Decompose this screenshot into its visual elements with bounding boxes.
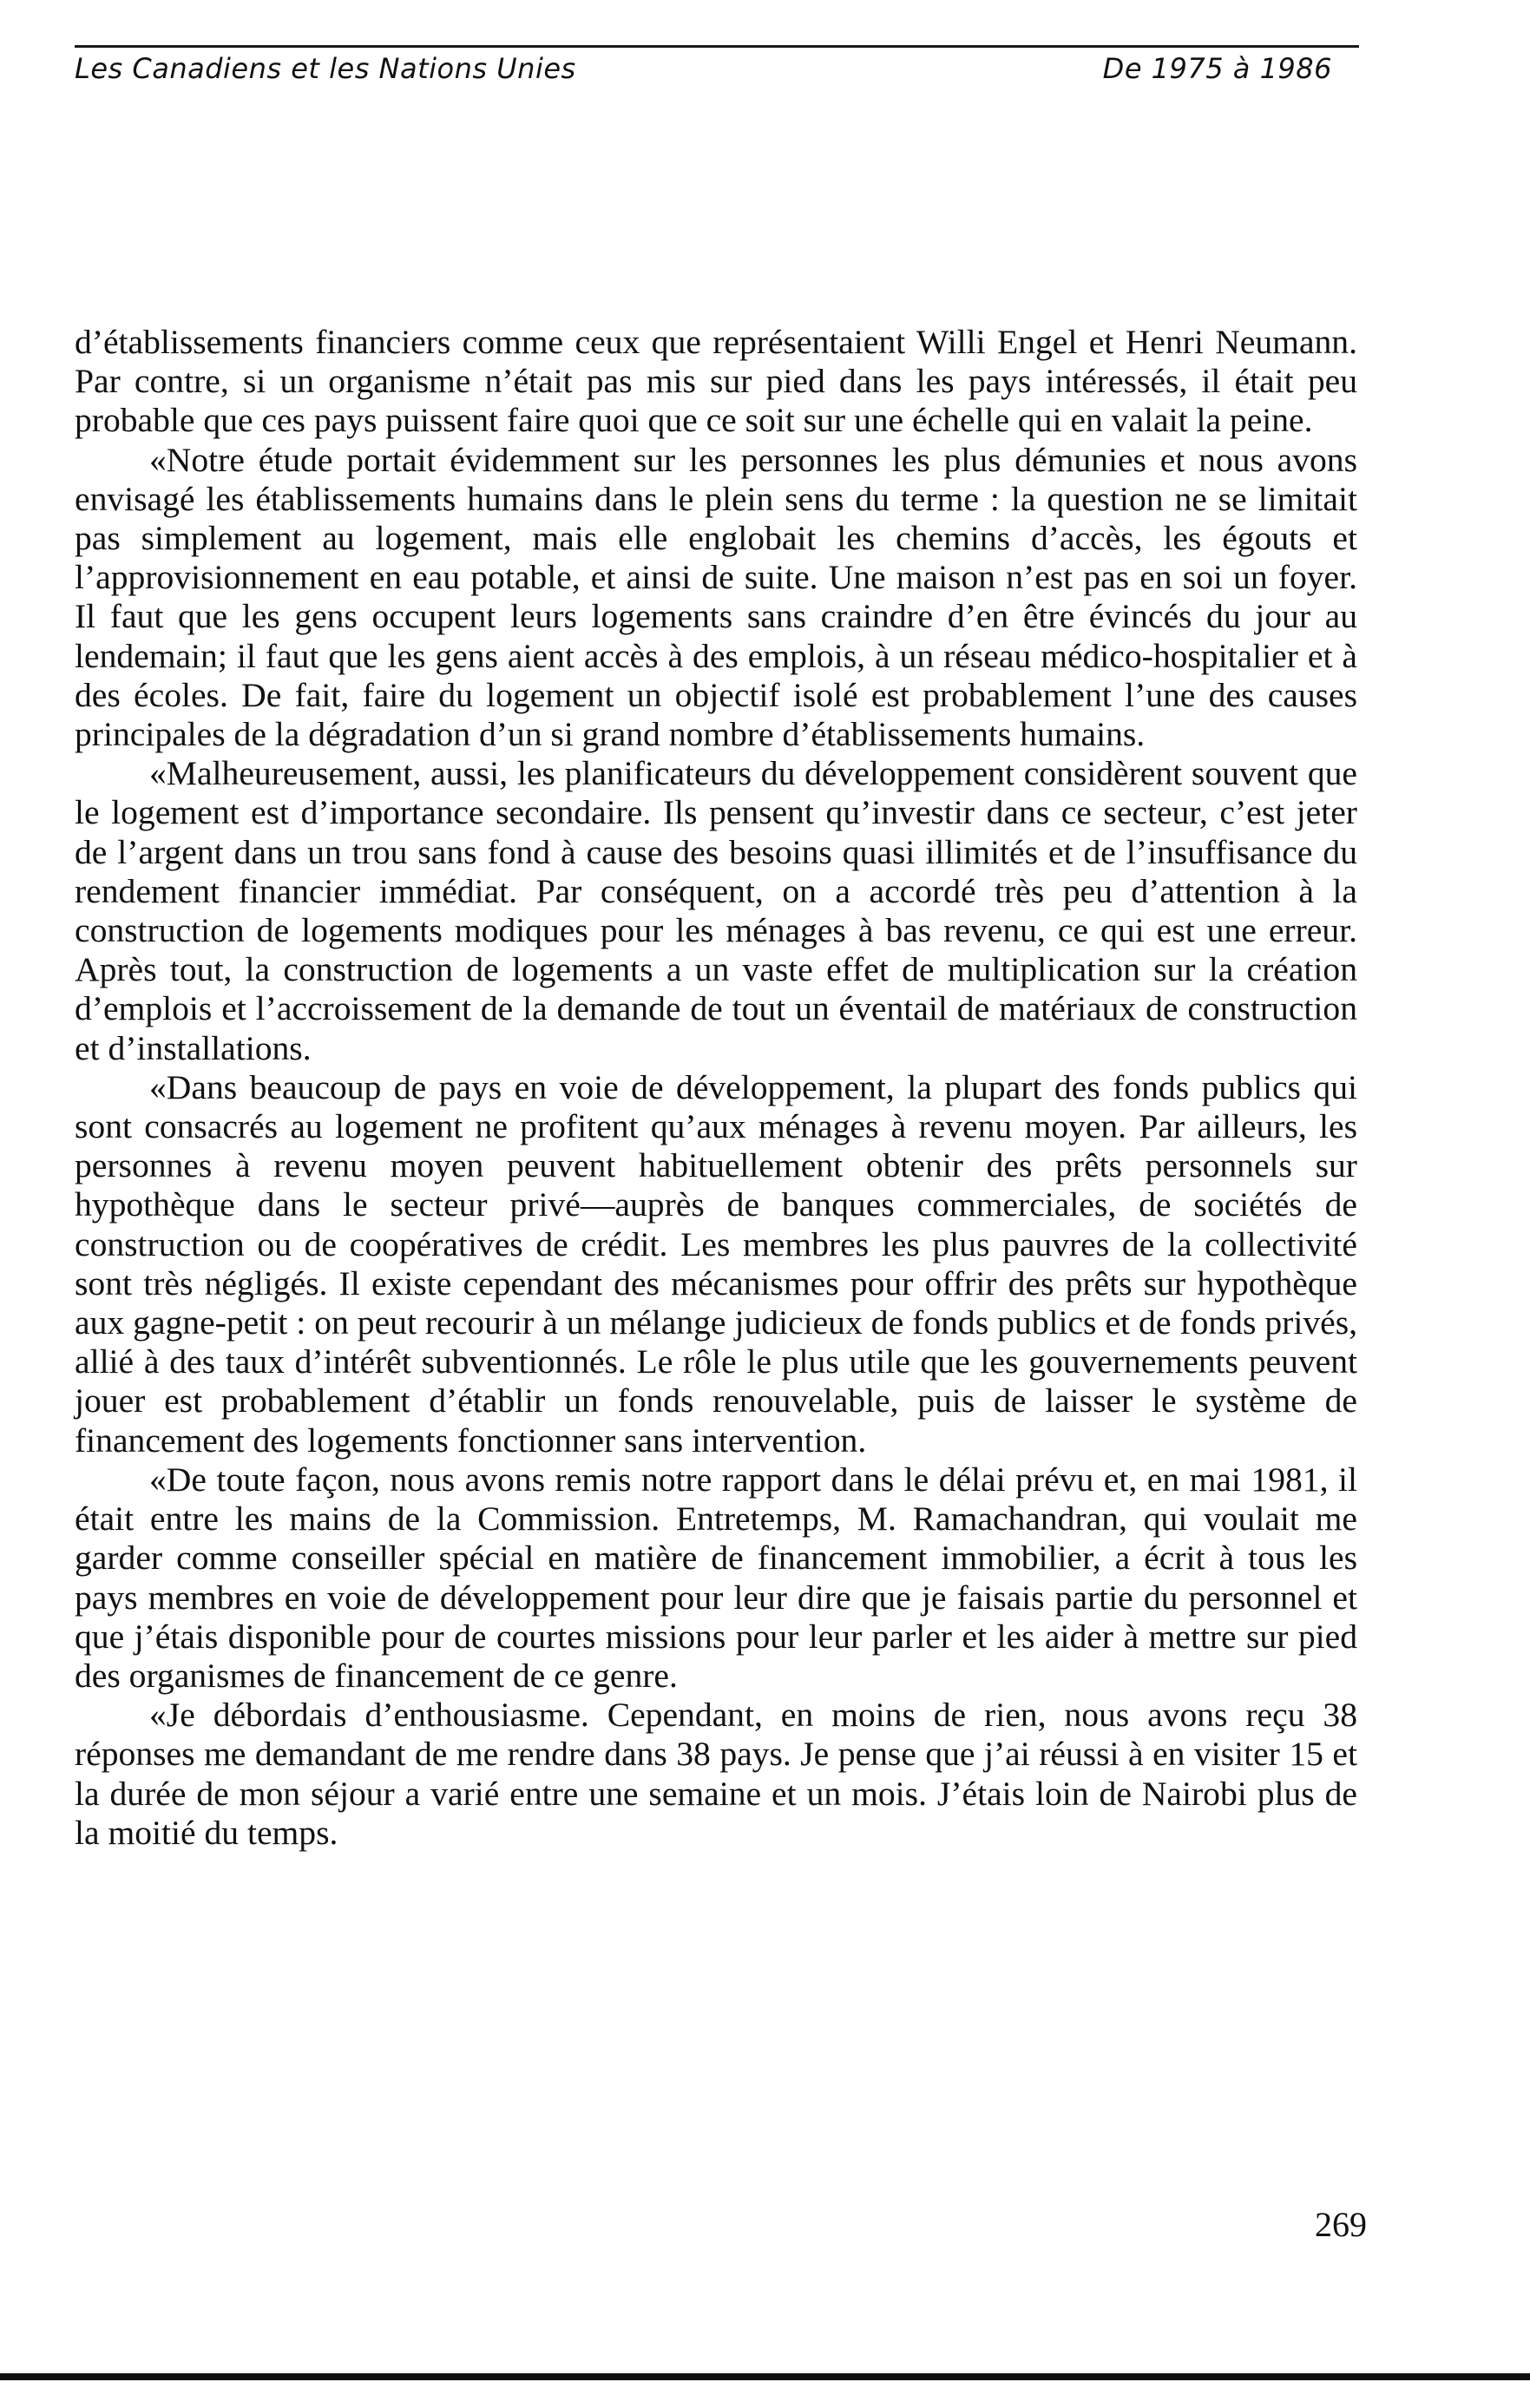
running-header-period: De 1975 à 1986: [1102, 52, 1332, 85]
body-text: [75, 323, 1357, 1853]
paragraph: «Je débordais d’enthousiasme. Cependant, en moins de rien, nous avons reçu 38 réponses me demandant de me rendre dans 38 pays. Je pense que j’ai réussi à en visiter 15 et la durée de mon séjour a varié entre une semaine et un mois. J’étais loin de Nairobi plus de la moitié du temps.: [75, 1696, 1357, 1852]
footer-rule: [0, 2373, 1530, 2380]
paragraph: d’établissements financiers comme ceux que représentaient Willi Engel et Henri Neumann. Par contre, si un organisme n’était pas mis sur pied dans les pays intéressés, il était peu probable que ces pays puissent faire quoi que ce soit sur une échelle qui en valait la peine.: [75, 323, 1357, 440]
header-rule: [75, 45, 1359, 48]
paragraph: «Notre étude portait évidemment sur les personnes les plus démunies et nous avons envisagé les établissements humains dans le plein sens du terme : la question ne se limitait pas simplement au logement, mais elle englobait les chemins d’accès, les égouts et l’approvisionnement en eau potable, et ainsi de suite. Une maison n’est pas en soi un foyer. Il faut que les gens occupent leurs logements sans craindre d’en être évincés du jour au lendemain; il faut que les gens aient accès à des emplois, à un réseau médico-hospitalier et à des écoles. De fait, faire du logement un objectif isolé est probablement l’une des causes principales de la dégradation d’un si grand nombre d’établissements humains.: [75, 440, 1357, 754]
paragraph: «Dans beaucoup de pays en voie de développement, la plupart des fonds publics qui sont consacrés au logement ne profitent qu’aux ménages à revenu moyen. Par ailleurs, les personnes à revenu moyen peuvent habituellement obtenir des prêts personnels sur hypothèque dans le secteur privé—auprès de banques commerciales, de sociétés de construction ou de coopératives de crédit. Les membres les plus pauvres de la collectivité sont très négligés. Il existe cependant des mécanismes pour offrir des prêts sur hypothèque aux gagne-petit : on peut recourir à un mélange judicieux de fonds publics et de fonds privés, allié à des taux d’intérêt subventionnés. Le rôle le plus utile que les gouvernements peuvent jouer est probablement d’établir un fonds renouvelable, puis de laisser le système de financement des logements fonctionner sans intervention.: [75, 1067, 1357, 1460]
paragraph: «De toute façon, nous avons remis notre rapport dans le délai prévu et, en mai 1981, il était entre les mains de la Commission. Entretemps, M. Ramachandran, qui voulait me garder comme conseiller spécial en matière de financement immobilier, a écrit à tous les pays membres en voie de développement pour leur dire que je faisais partie du personnel et que j’étais disponible pour de courtes missions pour leur parler et les aider à mettre sur pied des organismes de financement de ce genre.: [75, 1460, 1357, 1695]
paragraph: «Malheureusement, aussi, les planificateurs du développement considèrent souvent que le logement est d’importance secondaire. Ils pensent qu’investir dans ce secteur, c’est jeter de l’argent dans un trou sans fond à cause des besoins quasi illimités et de l’insuffisance du rendement financier immédiat. Par conséquent, on a accordé très peu d’attention à la construction de logements modiques pour les ménages à bas revenu, ce qui est une erreur. Après tout, la construction de logements a un vaste effet de multiplication sur la création d’emplois et l’accroissement de la demande de tout un éventail de matériaux de construction et d’installations.: [75, 754, 1357, 1067]
running-header-title: Les Canadiens et les Nations Unies: [75, 52, 576, 85]
page-number: 269: [1315, 2205, 1367, 2244]
